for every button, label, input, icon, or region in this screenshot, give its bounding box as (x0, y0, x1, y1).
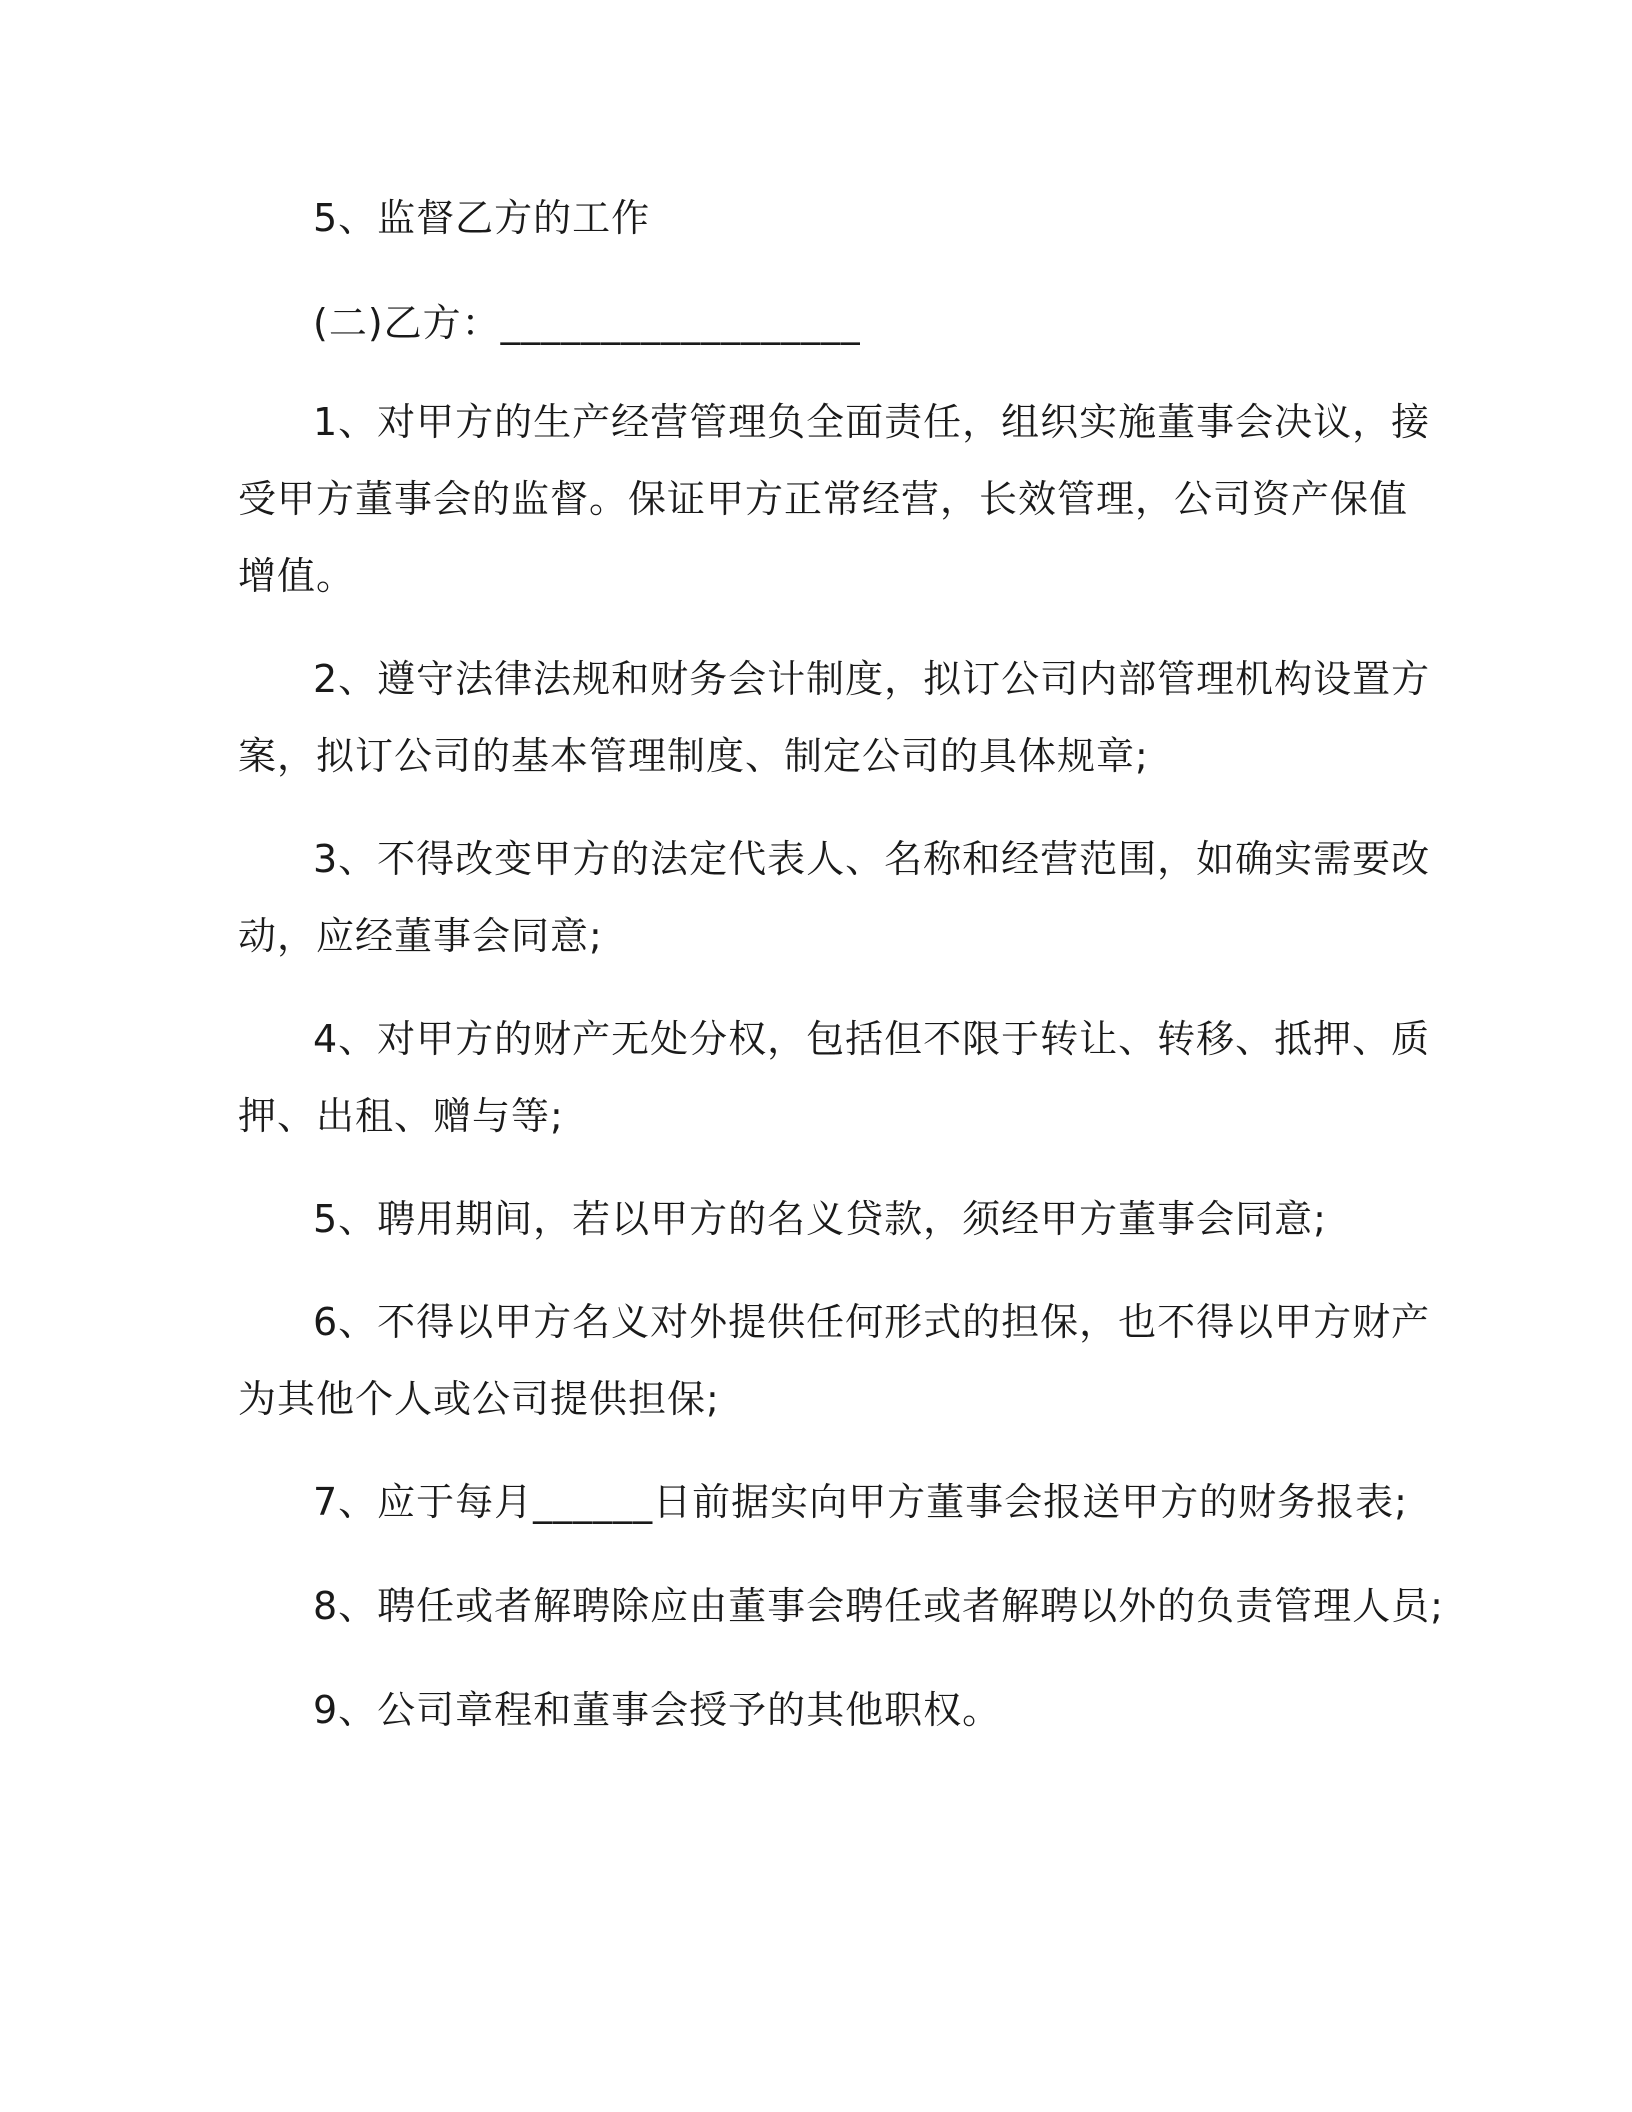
clause-b1-line-1: 1、对甲方的生产经营管理负全面责任，组织实施董事会决议，接 (313, 400, 1431, 444)
clause-b9-line: 9、公司章程和董事会授予的其他职权。 (313, 1688, 1002, 1732)
clause-b2-line-1: 2、遵守法律法规和财务会计制度，拟订公司内部管理机构设置方 (313, 657, 1431, 701)
clause-b4-line-2: 押、出租、赠与等; (238, 1094, 564, 1138)
party-b-heading: (二)乙方：__________________ (313, 301, 861, 345)
clause-b3-line-1: 3、不得改变甲方的法定代表人、名称和经营范围，如确实需要改 (313, 837, 1431, 881)
clause-b1-line-2: 受甲方董事会的监督。保证甲方正常经营，长效管理，公司资产保值 (238, 477, 1409, 521)
clause-b2-line-2: 案，拟订公司的基本管理制度、制定公司的具体规章; (238, 734, 1149, 778)
clause-b3-line-2: 动，应经董事会同意; (238, 914, 603, 958)
clause-b8-line: 8、聘任或者解聘除应由董事会聘任或者解聘以外的负责管理人员; (313, 1584, 1444, 1628)
clause-a5-line: 5、监督乙方的工作 (313, 196, 651, 240)
clause-b6-line-2: 为其他个人或公司提供担保; (238, 1377, 720, 1421)
clause-b5-line: 5、聘用期间，若以甲方的名义贷款，须经甲方董事会同意; (313, 1197, 1327, 1241)
clause-b7-line: 7、应于每月______日前据实向甲方董事会报送甲方的财务报表; (313, 1480, 1408, 1524)
clause-b1-line-3: 增值。 (238, 554, 356, 598)
clause-b4-line-1: 4、对甲方的财产无处分权，包括但不限于转让、转移、抵押、质 (313, 1017, 1431, 1061)
clause-b6-line-1: 6、不得以甲方名义对外提供任何形式的担保，也不得以甲方财产 (313, 1300, 1431, 1344)
